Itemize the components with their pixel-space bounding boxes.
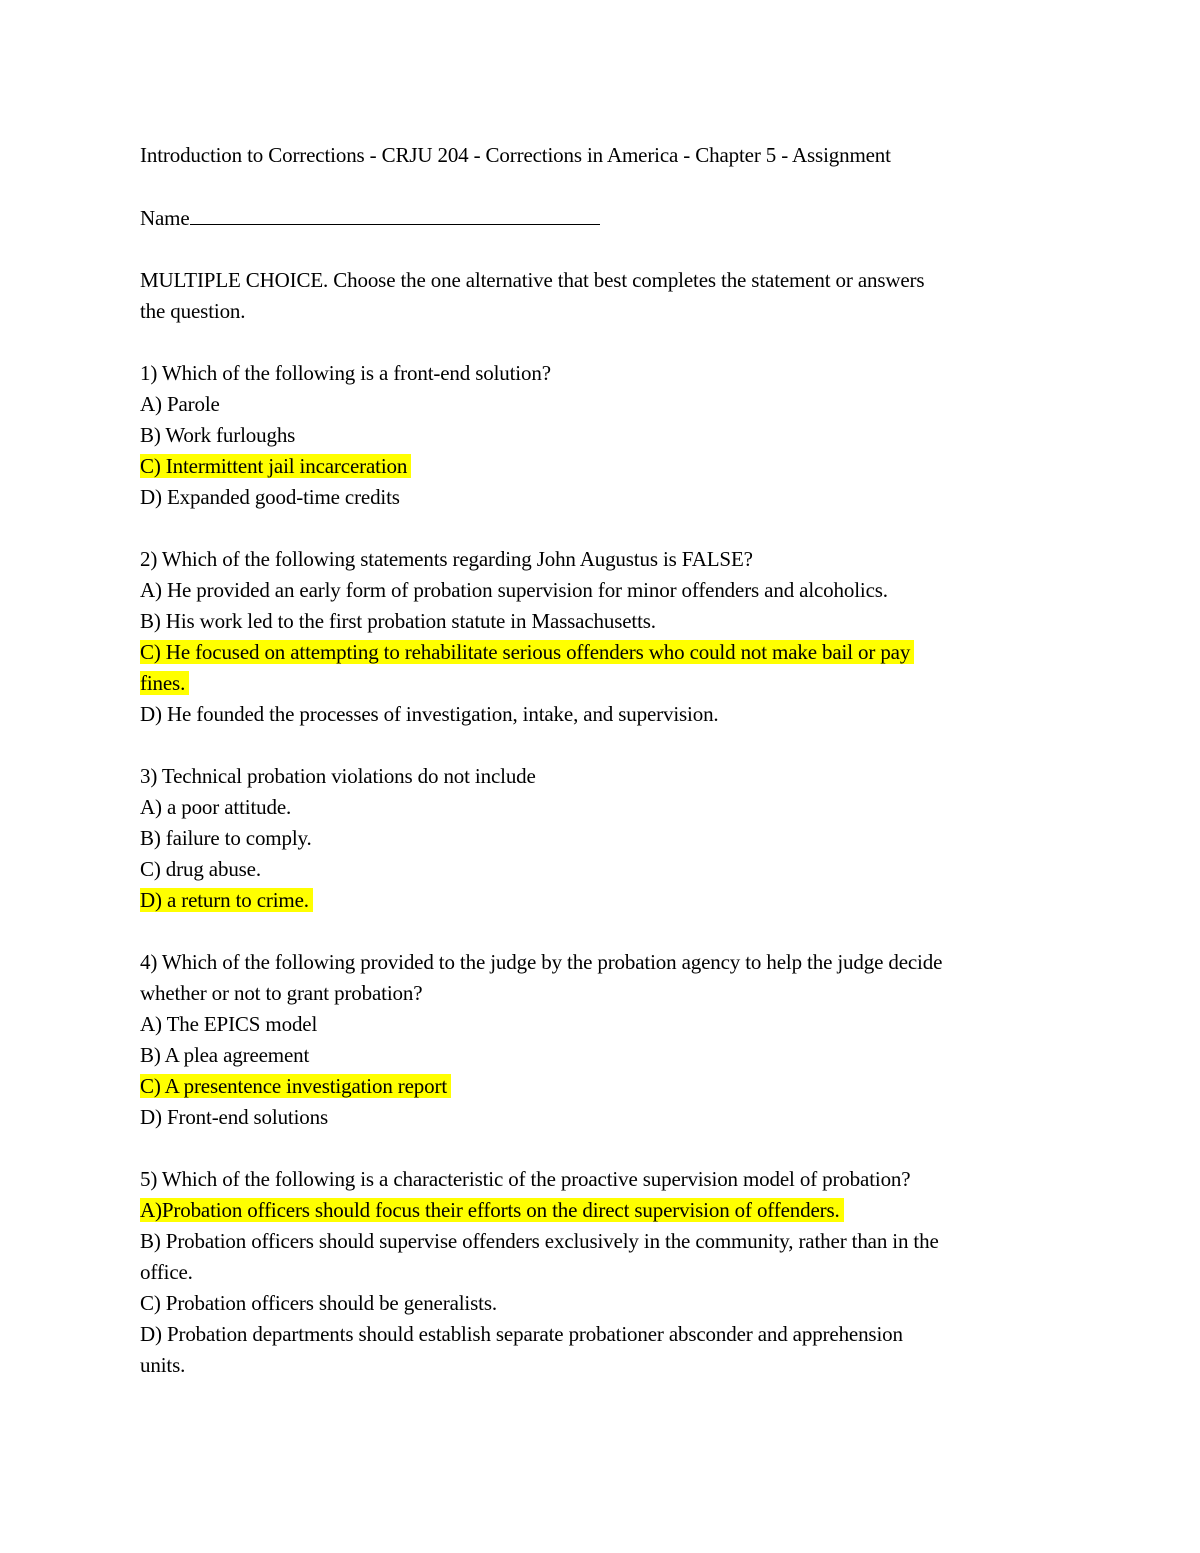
document-content <box>140 140 1060 1381</box>
option-text: A) a poor attitude. <box>140 795 292 819</box>
question-4-option-a <box>140 1009 1060 1040</box>
option-text: B) failure to comply. <box>140 826 312 850</box>
question-4-stem: whether or not to grant probation? <box>140 981 423 1005</box>
question-3-option-c <box>140 854 1060 885</box>
question-1-stem: 1) Which of the following is a front-end solution? <box>140 361 551 385</box>
question-5-option-d <box>140 1350 1060 1381</box>
option-text: D) Front-end solutions <box>140 1105 329 1129</box>
question-1-option-c-answer <box>140 451 1060 482</box>
question-2-option-c-answer <box>140 668 1060 699</box>
question-2-option-b <box>140 606 1060 637</box>
question-list <box>140 358 1060 1381</box>
highlighted-answer-text: C) A presentence investigation report <box>140 1074 451 1098</box>
question-5-option-a-answer <box>140 1195 1060 1226</box>
highlighted-answer-text: C) He focused on attempting to rehabilitate serious offenders who could not make bail or pay <box>140 640 914 664</box>
instructions-line-2: the question. <box>140 299 246 323</box>
question-3-option-b <box>140 823 1060 854</box>
option-text: office. <box>140 1260 193 1284</box>
name-field-row <box>140 202 1060 234</box>
question-1 <box>140 358 1060 513</box>
option-text: D) Expanded good-time credits <box>140 485 400 509</box>
question-5-option-c <box>140 1288 1060 1319</box>
question-5 <box>140 1164 1060 1381</box>
question-4-option-d <box>140 1102 1060 1133</box>
instructions-line-1: MULTIPLE CHOICE. Choose the one alternative that best completes the statement or answers <box>140 268 925 292</box>
option-text: C) drug abuse. <box>140 857 261 881</box>
question-5-stem: 5) Which of the following is a characteristic of the proactive supervision model of probation? <box>140 1167 911 1191</box>
question-4-option-c-answer <box>140 1071 1060 1102</box>
instructions <box>140 265 1060 327</box>
name-blank-line <box>190 202 600 225</box>
question-5-option-b <box>140 1257 1060 1288</box>
option-text: B) A plea agreement <box>140 1043 310 1067</box>
option-text: C) Probation officers should be generalists. <box>140 1291 497 1315</box>
question-3-option-a <box>140 792 1060 823</box>
option-text: D) He founded the processes of investigation, intake, and supervision. <box>140 702 719 726</box>
name-label: Name <box>140 206 190 230</box>
question-4 <box>140 947 1060 1133</box>
question-2-stem: 2) Which of the following statements regarding John Augustus is FALSE? <box>140 547 753 571</box>
option-text: A) The EPICS model <box>140 1012 318 1036</box>
question-4-stem: 4) Which of the following provided to the judge by the probation agency to help the judge decide <box>140 950 943 974</box>
question-5-option-b <box>140 1226 1060 1257</box>
question-1-option-d <box>140 482 1060 513</box>
question-1-option-a <box>140 389 1060 420</box>
question-5-option-d <box>140 1319 1060 1350</box>
question-4-option-b <box>140 1040 1060 1071</box>
question-2-option-d <box>140 699 1060 730</box>
highlighted-answer-text: fines. <box>140 671 189 695</box>
option-text: B) Probation officers should supervise offenders exclusively in the community, rather than in the <box>140 1229 939 1253</box>
question-3-option-d-answer <box>140 885 1060 916</box>
highlighted-answer-text: C) Intermittent jail incarceration <box>140 454 411 478</box>
question-2-option-a <box>140 575 1060 606</box>
question-1-option-b <box>140 420 1060 451</box>
option-text: A) He provided an early form of probation supervision for minor offenders and alcoholics. <box>140 578 888 602</box>
question-3 <box>140 761 1060 916</box>
question-2-option-c-answer <box>140 637 1060 668</box>
highlighted-answer-text: A)Probation officers should focus their efforts on the direct supervision of offenders. <box>140 1198 844 1222</box>
option-text: B) Work furloughs <box>140 423 296 447</box>
option-text: units. <box>140 1353 186 1377</box>
question-2 <box>140 544 1060 730</box>
option-text: D) Probation departments should establish separate probationer absconder and apprehension <box>140 1322 903 1346</box>
highlighted-answer-text: D) a return to crime. <box>140 888 313 912</box>
option-text: A) Parole <box>140 392 220 416</box>
question-3-stem: 3) Technical probation violations do not include <box>140 764 536 788</box>
option-text: B) His work led to the first probation statute in Massachusetts. <box>140 609 656 633</box>
assignment-title: Introduction to Corrections - CRJU 204 - Corrections in America - Chapter 5 - Assignment <box>140 143 891 167</box>
